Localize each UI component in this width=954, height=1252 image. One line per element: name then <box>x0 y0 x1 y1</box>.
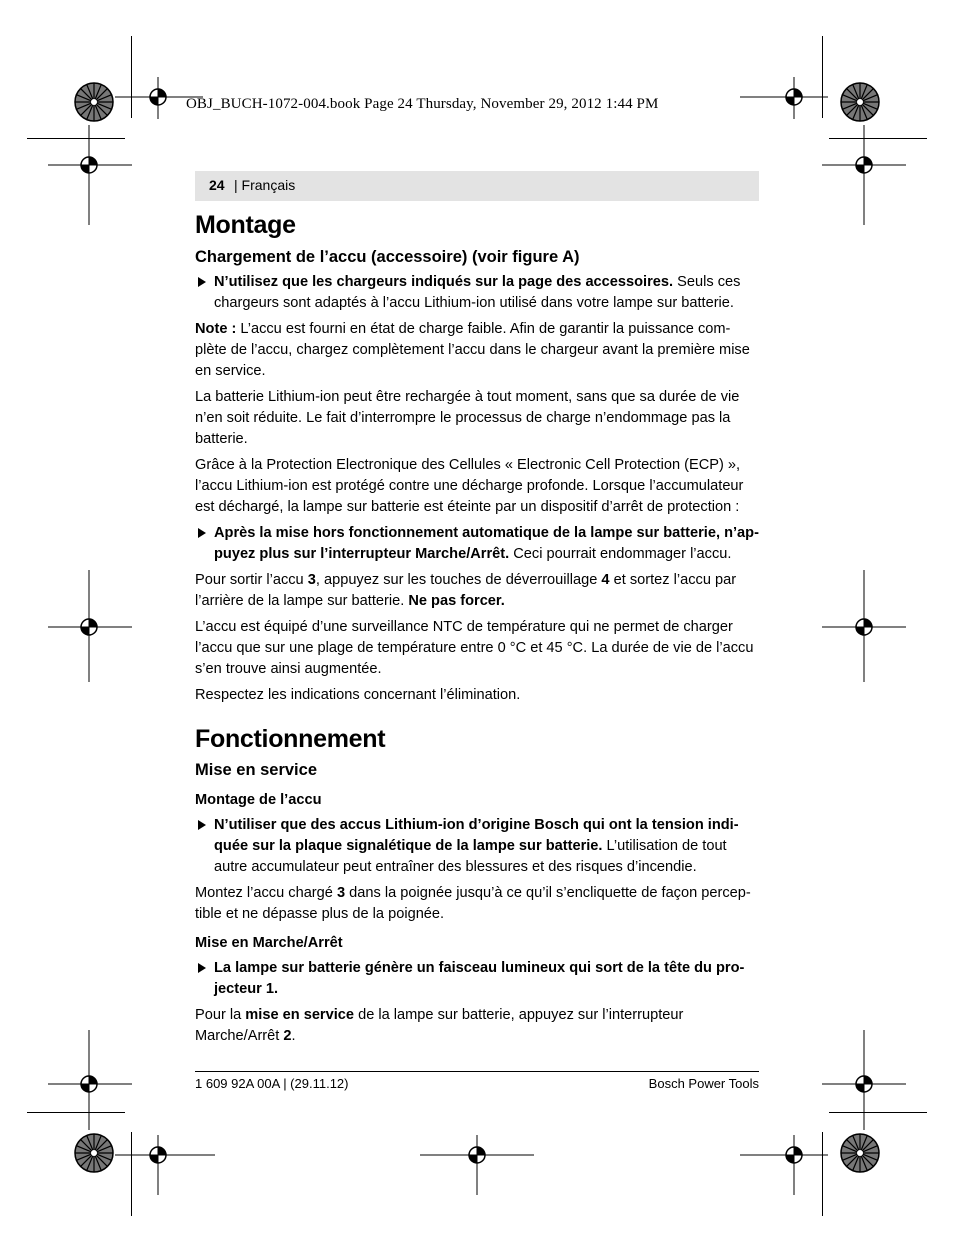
bullet-text: Seuls ces chargeurs sont adaptés à l’accu Lithium-ion utilisé dans votre lampe sur batterie. <box>214 274 741 311</box>
section-title-montage: Montage <box>195 211 296 239</box>
bold-text: Ne pas forcer. <box>408 593 505 609</box>
subsubsection-title-marche: Mise en Marche/Arrêt <box>195 935 343 951</box>
footer-divider <box>195 1071 759 1072</box>
star-target-icon <box>840 1133 880 1173</box>
registration-mark-icon <box>48 570 132 682</box>
subsection-title-charge: Chargement de l’accu (accessoire) (voir figure A) <box>195 248 580 266</box>
registration-mark-icon <box>740 1135 828 1195</box>
bullet-bold-text: N’utilisez que les chargeurs indiqués sur la page des accessoires. <box>214 274 674 290</box>
paragraph: L’accu est équipé d’une surveillance NTC de température qui ne permet de charger l’accu que sur une plage de température entre 0 °C et 45 °C. La durée de vie de l’accu s’en trouve ainsi augmentée. <box>195 619 754 677</box>
page-language: | Français <box>234 177 296 193</box>
text-run: Montez l’accu chargé <box>195 885 337 901</box>
ref-number: 3 <box>307 572 316 588</box>
bullet-triangle-icon <box>198 528 206 538</box>
bullet-triangle-icon <box>198 820 206 830</box>
subsubsection-title-montage-accu: Montage de l’accu <box>195 792 322 808</box>
registration-mark-icon <box>822 570 906 682</box>
registration-mark-icon <box>420 1135 534 1195</box>
paragraph: Grâce à la Protection Electronique des Cellules « Electronic Cell Protection (ECP) », l’accu Lithium-ion est protégé contre une décharge profonde. Lorsque l’accumulateur est déchargé, la lampe sur batterie est éteinte par un dispositif d’arrêt de protection : <box>195 457 744 515</box>
bullet-bold-text: N’utiliser que des accus Lithium-ion d’origine Bosch qui ont la tension indi-quée sur la plaque signalétique de la lampe sur batterie. <box>214 817 739 854</box>
bullet-text: Ceci pourrait endommager l’accu. <box>509 546 732 562</box>
text-run: Pour la <box>195 1007 246 1023</box>
bullet-item <box>195 523 759 565</box>
text-run: et sortez l’accu par l’arrière de la lampe sur batterie. <box>195 572 737 609</box>
registration-mark-icon <box>48 125 132 225</box>
registration-mark-icon <box>115 1135 215 1195</box>
registration-mark-icon <box>822 1030 906 1130</box>
registration-mark-icon <box>822 125 906 225</box>
paragraph: La batterie Lithium-ion peut être rechargée à tout moment, sans que sa durée de vie n’en soit réduite. Le fait d’interrompre le processus de charge n’endommage pas la batterie. <box>195 389 740 447</box>
page-number: 24 <box>209 177 225 193</box>
bullet-item <box>195 958 759 1000</box>
paragraph <box>195 1005 759 1047</box>
star-target-icon <box>840 82 880 122</box>
print-slug: OBJ_BUCH-1072-004.book Page 24 Thursday, November 29, 2012 1:44 PM <box>186 96 659 112</box>
bullet-item <box>195 815 759 878</box>
paragraph <box>195 883 759 925</box>
ref-number: 4 <box>601 572 610 588</box>
ref-number: 3 <box>336 885 346 901</box>
paragraph: Respectez les indications concernant l’élimination. <box>195 687 521 703</box>
text-run: Pour sortir l’accu <box>195 572 308 588</box>
subsection-title-mise: Mise en service <box>195 761 317 779</box>
bullet-item <box>195 272 759 314</box>
bullet-bold-text: La lampe sur batterie génère un faisceau lumineux qui sort de la tête du pro-jecteur 1. <box>214 960 745 997</box>
page-content <box>195 210 759 1052</box>
paragraph-note <box>195 319 759 382</box>
footer-brand: Bosch Power Tools <box>648 1076 759 1091</box>
bullet-triangle-icon <box>198 963 206 973</box>
paragraph <box>195 570 759 612</box>
bullet-bold-text: Après la mise hors fonctionnement automatique de la lampe sur batterie, n’ap-puyez plus sur l’interrupteur Marche/Arrêt. <box>214 525 759 562</box>
footer-doc-number: 1 609 92A 00A | (29.11.12) <box>195 1076 349 1091</box>
section-title-fonctionnement: Fonctionnement <box>195 725 386 753</box>
bullet-triangle-icon <box>198 277 206 287</box>
star-target-icon <box>74 82 114 122</box>
text-run: . <box>291 1028 296 1044</box>
bold-text: mise en service <box>245 1007 355 1023</box>
text-run: de la lampe sur batterie, appuyez sur l’interrupteur Marche/Arrêt <box>195 1007 684 1044</box>
note-text: L’accu est fourni en état de charge faible. Afin de garantir la puissance com-plète de l’accu, chargez complètement l’accu dans le chargeur avant la première mise en service. <box>195 321 750 379</box>
text-run: dans la poignée jusqu’à ce qu’il s’encliquette de façon percep-tible et ne dépasse plus de la poignée. <box>195 885 751 922</box>
star-target-icon <box>74 1133 114 1173</box>
note-label: Note : <box>195 321 237 337</box>
text-run: , appuyez sur les touches de déverrouillage <box>315 572 602 588</box>
bullet-text: L’utilisation de tout autre accumulateur peut entraîner des blessures et des risques d’incendie. <box>214 838 727 875</box>
registration-mark-icon <box>740 77 828 119</box>
page-header <box>195 171 759 201</box>
ref-number: 2 <box>283 1028 292 1044</box>
registration-mark-icon <box>48 1030 132 1130</box>
